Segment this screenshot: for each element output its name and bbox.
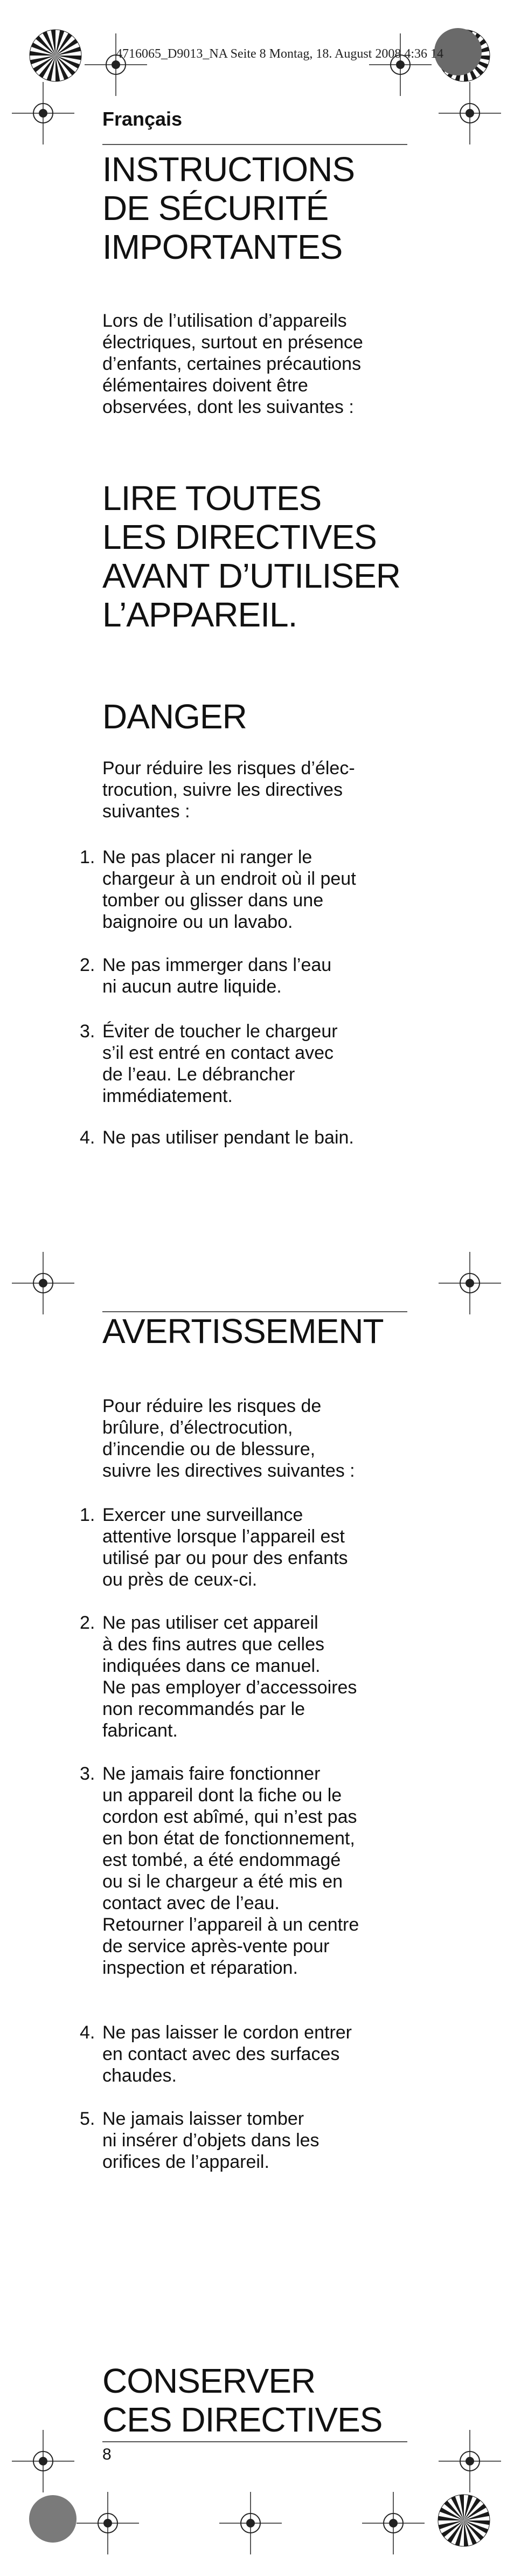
intro-line: observées, dont les suivantes : [102,397,354,417]
warning-item [80,2022,426,2086]
danger-intro-line: trocution, suivre les directives [102,780,343,800]
item-line: ni insérer d’objets dans les [102,2130,319,2151]
main-title-line: INSTRUCTIONS [102,150,355,189]
danger-heading: DANGER [102,697,247,736]
item-line: en bon état de fonctionnement, [102,1828,355,1849]
item-line: s’il est entré en contact avec [102,1043,334,1063]
warning-item [80,1763,426,1979]
crosshair-mark-left-bottom [11,2429,75,2494]
intro-paragraph [102,310,363,418]
crosshair-mark-right-1 [437,81,502,146]
item-line: ou si le chargeur a été mis en [102,1871,343,1892]
intro-line: élémentaires doivent être [102,375,308,396]
starburst-mark-top-left [26,26,85,85]
item-line: Éviter de toucher le chargeur [102,1021,338,1042]
warning-intro-line: Pour réduire les risques de [102,1396,322,1416]
intro-line: électriques, surtout en présence [102,332,363,353]
crosshair-mark-bottom-1 [75,2491,140,2556]
item-line: attentive lorsque l’appareil est [102,1526,345,1547]
item-line: ou près de ceux-ci. [102,1569,258,1590]
item-line: tomber ou glisser dans une [102,890,324,911]
danger-item [80,954,426,997]
item-line: inspection et réparation. [102,1958,298,1978]
danger-intro-line: suivantes : [102,801,190,822]
item-line: de l’eau. Le débrancher [102,1064,295,1085]
item-line: en contact avec des surfaces [102,2044,340,2064]
item-line: de service après-vente pour [102,1936,330,1957]
danger-intro-line: Pour réduire les risques d’élec- [102,758,355,779]
item-line: Exercer une surveillance [102,1505,303,1525]
item-number: 5. [80,2109,95,2129]
crosshair-mark-top-1 [84,32,148,97]
item-line: à des fins autres que celles [102,1634,325,1655]
warning-item [80,1504,426,1590]
header-divider [102,144,407,145]
main-title-line: DE SÉCURITÉ [102,189,329,228]
read-all-line: AVANT D’UTILISER [102,556,400,595]
item-number: 1. [80,1505,95,1525]
item-line: indiquées dans ce manuel. [102,1656,321,1676]
closing-line: CES DIRECTIVES [102,2400,383,2439]
read-all-line: LIRE TOUTES [102,479,322,518]
item-number: 3. [80,1021,95,1042]
item-line: orifices de l’appareil. [102,2152,269,2172]
item-number: 4. [80,1127,95,1148]
read-all-line: LES DIRECTIVES [102,518,377,556]
item-line: chargeur à un endroit où il peut [102,869,356,889]
danger-item [80,1021,426,1107]
warning-item [80,1612,426,1741]
danger-intro [102,757,355,822]
read-all-heading [102,479,400,634]
item-number: 2. [80,1613,95,1633]
starburst-mark-bottom-right [434,2491,494,2550]
item-line: baignoire ou un lavabo. [102,912,293,932]
item-line: Ne pas employer d’accessoires [102,1677,357,1698]
item-number: 2. [80,955,95,975]
language-label: Français [102,108,183,130]
item-line: Ne pas placer ni ranger le [102,847,312,867]
crosshair-mark-left-1 [11,81,75,146]
item-line: un appareil dont la fiche ou le [102,1785,342,1806]
item-number: 3. [80,1764,95,1784]
warning-intro [102,1395,355,1482]
item-line: Ne jamais laisser tomber [102,2109,304,2129]
warning-intro-line: suivre les directives suivantes : [102,1461,355,1481]
item-line: Ne pas utiliser cet appareil [102,1613,318,1633]
item-line: immédiatement. [102,1086,233,1106]
crosshair-mark-top-2 [368,32,433,97]
item-line: contact avec de l’eau. [102,1893,280,1913]
item-line: Retourner l’appareil à un centre [102,1914,359,1935]
page-number: 8 [102,2446,112,2463]
footer-divider [102,2441,407,2442]
item-line: fabricant. [102,1720,178,1741]
crosshair-mark-left-mid [11,1251,75,1315]
main-title [102,150,355,266]
grey-disc-mark-bottom-left [26,2492,80,2546]
item-line: est tombé, a été endommagé [102,1850,341,1870]
item-line: chaudes. [102,2065,177,2086]
closing-line: CONSERVER [102,2361,316,2400]
danger-item [80,1127,426,1148]
crosshair-mark-right-bottom [437,2429,502,2494]
crosshair-mark-bottom-3 [361,2491,426,2556]
intro-line: Lors de l’utilisation d’appareils [102,311,347,331]
item-line: Ne pas laisser le cordon entrer [102,2022,352,2043]
print-slug: 4716065_D9013_NA Seite 8 Montag, 18. August 2008 4:36 14 [116,47,444,61]
item-line: ni aucun autre liquide. [102,976,282,997]
item-line: Ne pas immerger dans l’eau [102,955,332,975]
warning-intro-line: brûlure, d’électrocution, [102,1417,293,1438]
warning-heading: AVERTISSEMENT [102,1312,384,1351]
main-title-line: IMPORTANTES [102,228,343,266]
item-line: non recommandés par le [102,1699,305,1719]
item-number: 4. [80,2022,95,2043]
read-all-line: L’APPAREIL. [102,595,297,634]
item-line: Ne pas utiliser pendant le bain. [102,1127,354,1148]
closing-heading [102,2361,382,2439]
item-line: cordon est abîmé, qui n’est pas [102,1807,357,1827]
crosshair-mark-right-mid [437,1251,502,1315]
item-line: Ne jamais faire fonctionner [102,1764,321,1784]
item-line: utilisé par ou pour des enfants [102,1548,348,1568]
crosshair-mark-bottom-2 [218,2491,283,2556]
warning-item [80,2108,426,2173]
danger-item [80,846,426,933]
warning-intro-line: d’incendie ou de blessure, [102,1439,316,1459]
intro-line: d’enfants, certaines précautions [102,354,362,374]
item-number: 1. [80,847,95,867]
